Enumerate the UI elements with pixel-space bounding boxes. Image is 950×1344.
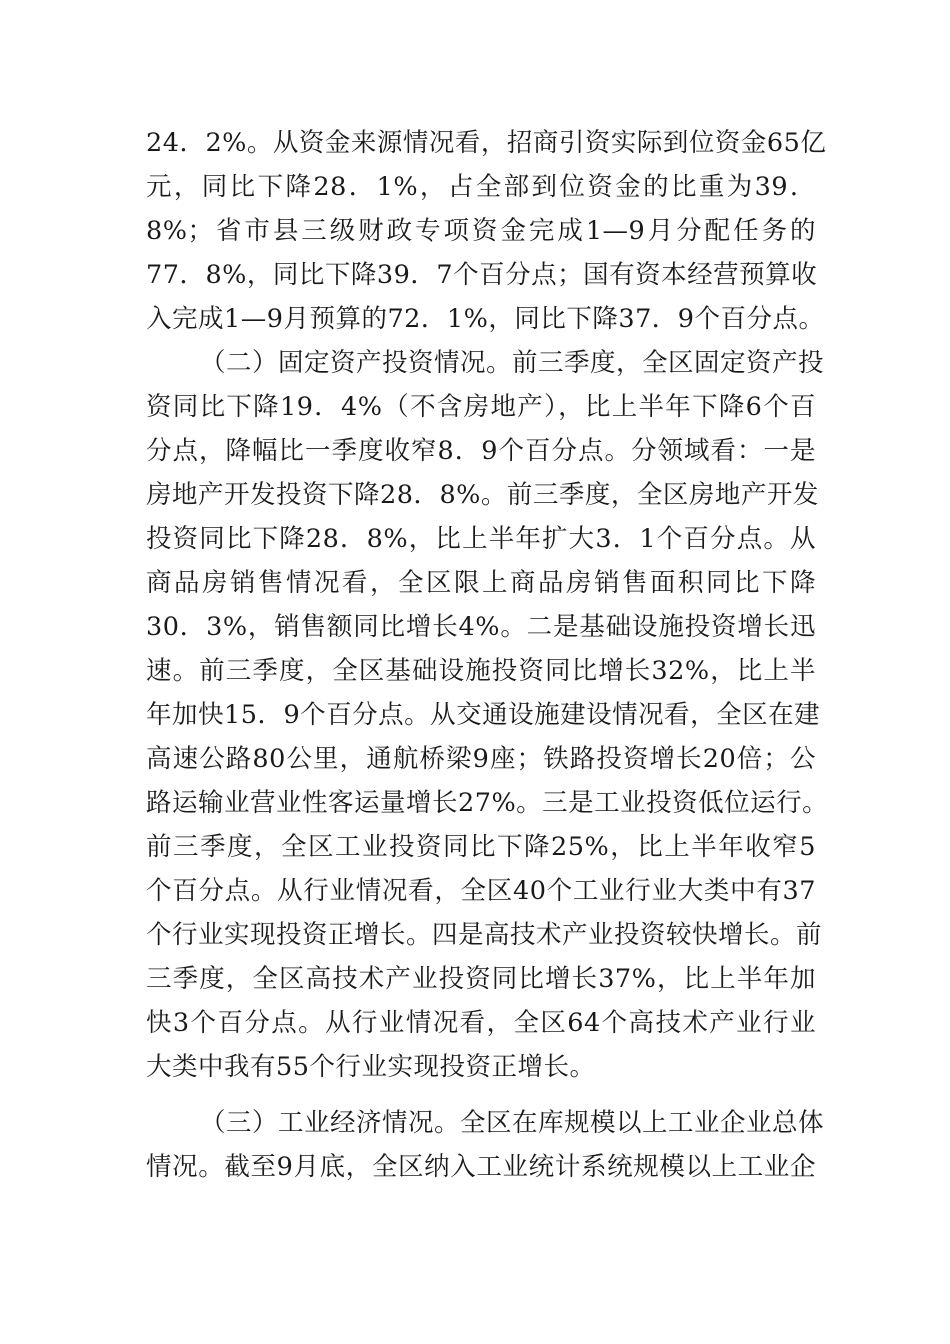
text-line: 高速公路80公里，通航桥梁9座；铁路投资增长20倍；公 bbox=[146, 744, 816, 774]
text-line: 房地产开发投资下降28．8%。前三季度，全区房地产开发 bbox=[146, 480, 819, 510]
text-line: 个行业实现投资正增长。四是高技术产业投资较快增长。前 bbox=[146, 920, 823, 950]
text-line: 资同比下降19．4%（不含房地产），比上半年下降6个百 bbox=[146, 392, 816, 422]
text-line: 个百分点。从行业情况看，全区40个工业行业大类中有37 bbox=[146, 876, 816, 906]
text-line: 快3个百分点。从行业情况看，全区64个高技术产业行业 bbox=[146, 1008, 816, 1038]
text-line: 入完成1—9月预算的72．1%，同比下降37．9个百分点。 bbox=[146, 304, 825, 334]
text-line: 投资同比下降28．8%，比上半年扩大3．1个百分点。从 bbox=[146, 524, 816, 554]
text-line: 大类中我有55个行业实现投资正增长。 bbox=[146, 1052, 596, 1082]
text-line: 24．2%。从资金来源情况看，招商引资实际到位资金65亿 bbox=[146, 128, 827, 158]
text-line: 年加快15．9个百分点。从交通设施建设情况看，全区在建 bbox=[146, 700, 821, 730]
text-line: 30．3%，销售额同比增长4%。二是基础设施投资增长迅 bbox=[146, 612, 816, 642]
text-line: 速。前三季度，全区基础设施投资同比增长32%，比上半 bbox=[146, 656, 816, 686]
section-heading-line: （二）固定资产投资情况。前三季度，全区固定资产投 bbox=[200, 348, 825, 378]
text-line: 元，同比下降28．1%，占全部到位资金的比重为39． bbox=[146, 172, 816, 202]
text-line: 77．8%，同比下降39．7个百分点；国有资本经营预算收 bbox=[146, 260, 818, 290]
text-line: 路运输业营业性客运量增长27%。三是工业投资低位运行。 bbox=[146, 788, 829, 818]
section-heading-line: （三）工业经济情况。全区在库规模以上工业企业总体 bbox=[200, 1108, 825, 1138]
text-line: 8%；省市县三级财政专项资金完成1—9月分配任务的 bbox=[146, 216, 816, 246]
text-line: 分点，降幅比一季度收窄8．9个百分点。分领域看：一是 bbox=[146, 436, 816, 466]
text-line: 商品房销售情况看，全区限上商品房销售面积同比下降 bbox=[146, 568, 816, 598]
text-line: 情况。截至9月底，全区纳入工业统计系统规模以上工业企 bbox=[146, 1152, 816, 1182]
text-line: 三季度，全区高技术产业投资同比增长37%，比上半年加 bbox=[146, 964, 816, 994]
text-line: 前三季度，全区工业投资同比下降25%，比上半年收窄5 bbox=[146, 832, 816, 862]
